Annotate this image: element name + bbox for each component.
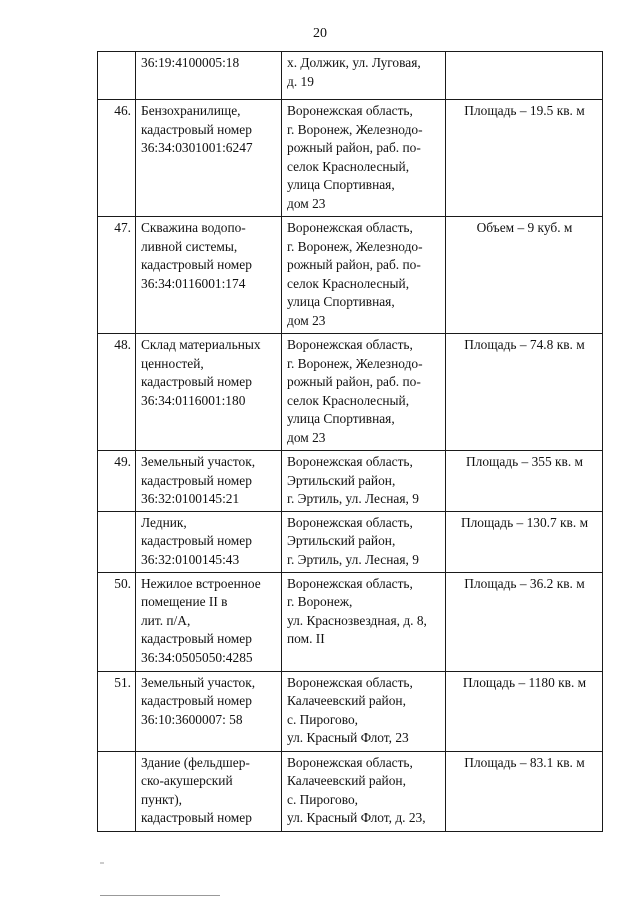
address-cell	[282, 572, 446, 671]
object-name-cell	[136, 100, 282, 217]
property-table-body	[98, 52, 603, 832]
address-line: Калачеевский район,	[287, 773, 406, 788]
address-cell	[282, 100, 446, 217]
object-name-line: ливной системы,	[141, 238, 238, 254]
address-line: рожный район, раб. по-	[287, 257, 421, 272]
table-row	[98, 52, 603, 100]
address-line: ул. Красный Флот, д. 23,	[287, 810, 426, 825]
address-cell	[282, 334, 446, 451]
address-line: пом. II	[287, 631, 325, 646]
area-cell: Площадь – 355 кв. м	[446, 451, 603, 512]
object-name-line: 36:34:0116001:174	[141, 275, 246, 291]
address-cell	[282, 451, 446, 512]
footer-rule	[100, 895, 220, 896]
area-cell: Площадь – 19.5 кв. м	[446, 100, 603, 217]
address-cell	[282, 217, 446, 334]
address-cell	[282, 511, 446, 572]
object-name-line: 36:19:4100005:18	[141, 55, 240, 70]
address-line: дом 23	[287, 312, 326, 328]
address-cell	[282, 671, 446, 751]
object-name-line: Земельный участок,	[141, 674, 256, 690]
area-cell	[446, 52, 603, 100]
table-row	[98, 751, 603, 831]
object-name-line: кадастровый номер	[141, 810, 252, 825]
address-line: Калачеевский район,	[287, 693, 406, 708]
row-number	[98, 511, 136, 572]
address-line: улица Спортивная,	[287, 177, 395, 192]
address-line: дом 23	[287, 195, 326, 211]
address-line: г. Воронеж, Железнодо-	[287, 238, 423, 254]
area-cell: Площадь – 36.2 кв. м	[446, 572, 603, 671]
address-line: г. Воронеж, Железнодо-	[287, 355, 423, 371]
object-name-cell	[136, 217, 282, 334]
object-name-line: Земельный участок,	[141, 454, 256, 469]
table-row	[98, 100, 603, 217]
area-cell: Площадь – 74.8 кв. м	[446, 334, 603, 451]
object-name-line: кадастровый номер	[141, 257, 252, 272]
object-name-line: ценностей,	[141, 355, 204, 371]
address-line: ул. Краснозвездная, д. 8,	[287, 612, 427, 628]
address-line: селок Краснолесный,	[287, 158, 410, 174]
address-line: Воронежская область,	[287, 754, 413, 770]
object-name-line: кадастровый номер	[141, 631, 252, 646]
volume-cell: Объем – 9 куб. м	[446, 217, 603, 334]
object-name-cell	[136, 52, 282, 100]
address-line: Эртильский район,	[287, 533, 396, 548]
table-row	[98, 671, 603, 751]
object-name-line: кадастровый номер	[141, 533, 252, 548]
object-name-line: 36:32:0100145:43	[141, 551, 240, 567]
object-name-line: кадастровый номер	[141, 472, 252, 488]
address-cell	[282, 751, 446, 831]
object-name-cell	[136, 751, 282, 831]
table-row	[98, 572, 603, 671]
object-name-cell	[136, 572, 282, 671]
row-number	[98, 751, 136, 831]
object-name-line: кадастровый номер	[141, 121, 252, 137]
address-line: дом 23	[287, 429, 326, 445]
address-line: рожный район, раб. по-	[287, 374, 421, 389]
address-line: Воронежская область,	[287, 575, 413, 591]
object-name-line: лит. п/А,	[141, 612, 191, 628]
object-name-line: Нежилое встроенное	[141, 575, 261, 591]
address-line: Воронежская область,	[287, 454, 413, 469]
row-number: 46.	[98, 100, 136, 217]
area-cell: Площадь – 83.1 кв. м	[446, 751, 603, 831]
address-line: х. Должик, ул. Луговая,	[287, 55, 421, 70]
row-number: 47.	[98, 217, 136, 334]
address-line: улица Спортивная,	[287, 294, 395, 309]
row-number: 49.	[98, 451, 136, 512]
address-line: г. Эртиль, ул. Лесная, 9	[287, 491, 419, 506]
address-line: д. 19	[287, 73, 314, 89]
address-line: г. Воронеж, Железнодо-	[287, 121, 423, 137]
address-line: улица Спортивная,	[287, 411, 395, 426]
address-line: Эртильский район,	[287, 472, 396, 488]
area-cell: Площадь – 1180 кв. м	[446, 671, 603, 751]
object-name-line: помещение II в	[141, 594, 228, 609]
object-name-line: 36:10:3600007: 58	[141, 711, 243, 727]
object-name-line: Ледник,	[141, 514, 187, 530]
object-name-line: кадастровый номер	[141, 693, 252, 708]
row-number: 50.	[98, 572, 136, 671]
object-name-line: Бензохранилище,	[141, 103, 241, 118]
object-name-line: Склад материальных	[141, 337, 261, 352]
object-name-line: 36:32:0100145:21	[141, 491, 240, 506]
object-name-cell	[136, 671, 282, 751]
object-name-cell	[136, 334, 282, 451]
property-table	[97, 51, 603, 832]
table-row	[98, 217, 603, 334]
address-line: г. Воронеж,	[287, 594, 353, 609]
table-row	[98, 451, 603, 512]
address-line: Воронежская область,	[287, 514, 413, 530]
address-line: с. Пирогово,	[287, 791, 358, 807]
object-name-line: 36:34:0116001:180	[141, 392, 246, 408]
object-name-cell	[136, 451, 282, 512]
address-cell	[282, 52, 446, 100]
area-cell: Площадь – 130.7 кв. м	[446, 511, 603, 572]
address-line: г. Эртиль, ул. Лесная, 9	[287, 551, 419, 567]
table-row	[98, 334, 603, 451]
object-name-line: Здание (фельдшер-	[141, 754, 250, 770]
address-line: селок Краснолесный,	[287, 392, 410, 408]
address-line: с. Пирогово,	[287, 711, 358, 727]
object-name-line: 36:34:0505050:4285	[141, 649, 253, 665]
object-name-line: ско-акушерский	[141, 773, 233, 788]
address-line: Воронежская область,	[287, 103, 413, 118]
object-name-line: 36:34:0301001:6247	[141, 140, 253, 155]
row-number: 51.	[98, 671, 136, 751]
address-line: селок Краснолесный,	[287, 275, 410, 291]
address-line: рожный район, раб. по-	[287, 140, 421, 155]
table-row	[98, 511, 603, 572]
page-number: 20	[313, 26, 327, 41]
object-name-line: Скважина водопо-	[141, 220, 246, 235]
object-name-line: кадастровый номер	[141, 374, 252, 389]
scan-mark	[100, 862, 104, 864]
address-line: Воронежская область,	[287, 337, 413, 352]
address-line: Воронежская область,	[287, 220, 413, 235]
address-line: ул. Красный Флот, 23	[287, 730, 409, 745]
object-name-cell	[136, 511, 282, 572]
row-number: 48.	[98, 334, 136, 451]
object-name-line: пункт),	[141, 791, 183, 807]
row-number	[98, 52, 136, 100]
address-line: Воронежская область,	[287, 674, 413, 690]
